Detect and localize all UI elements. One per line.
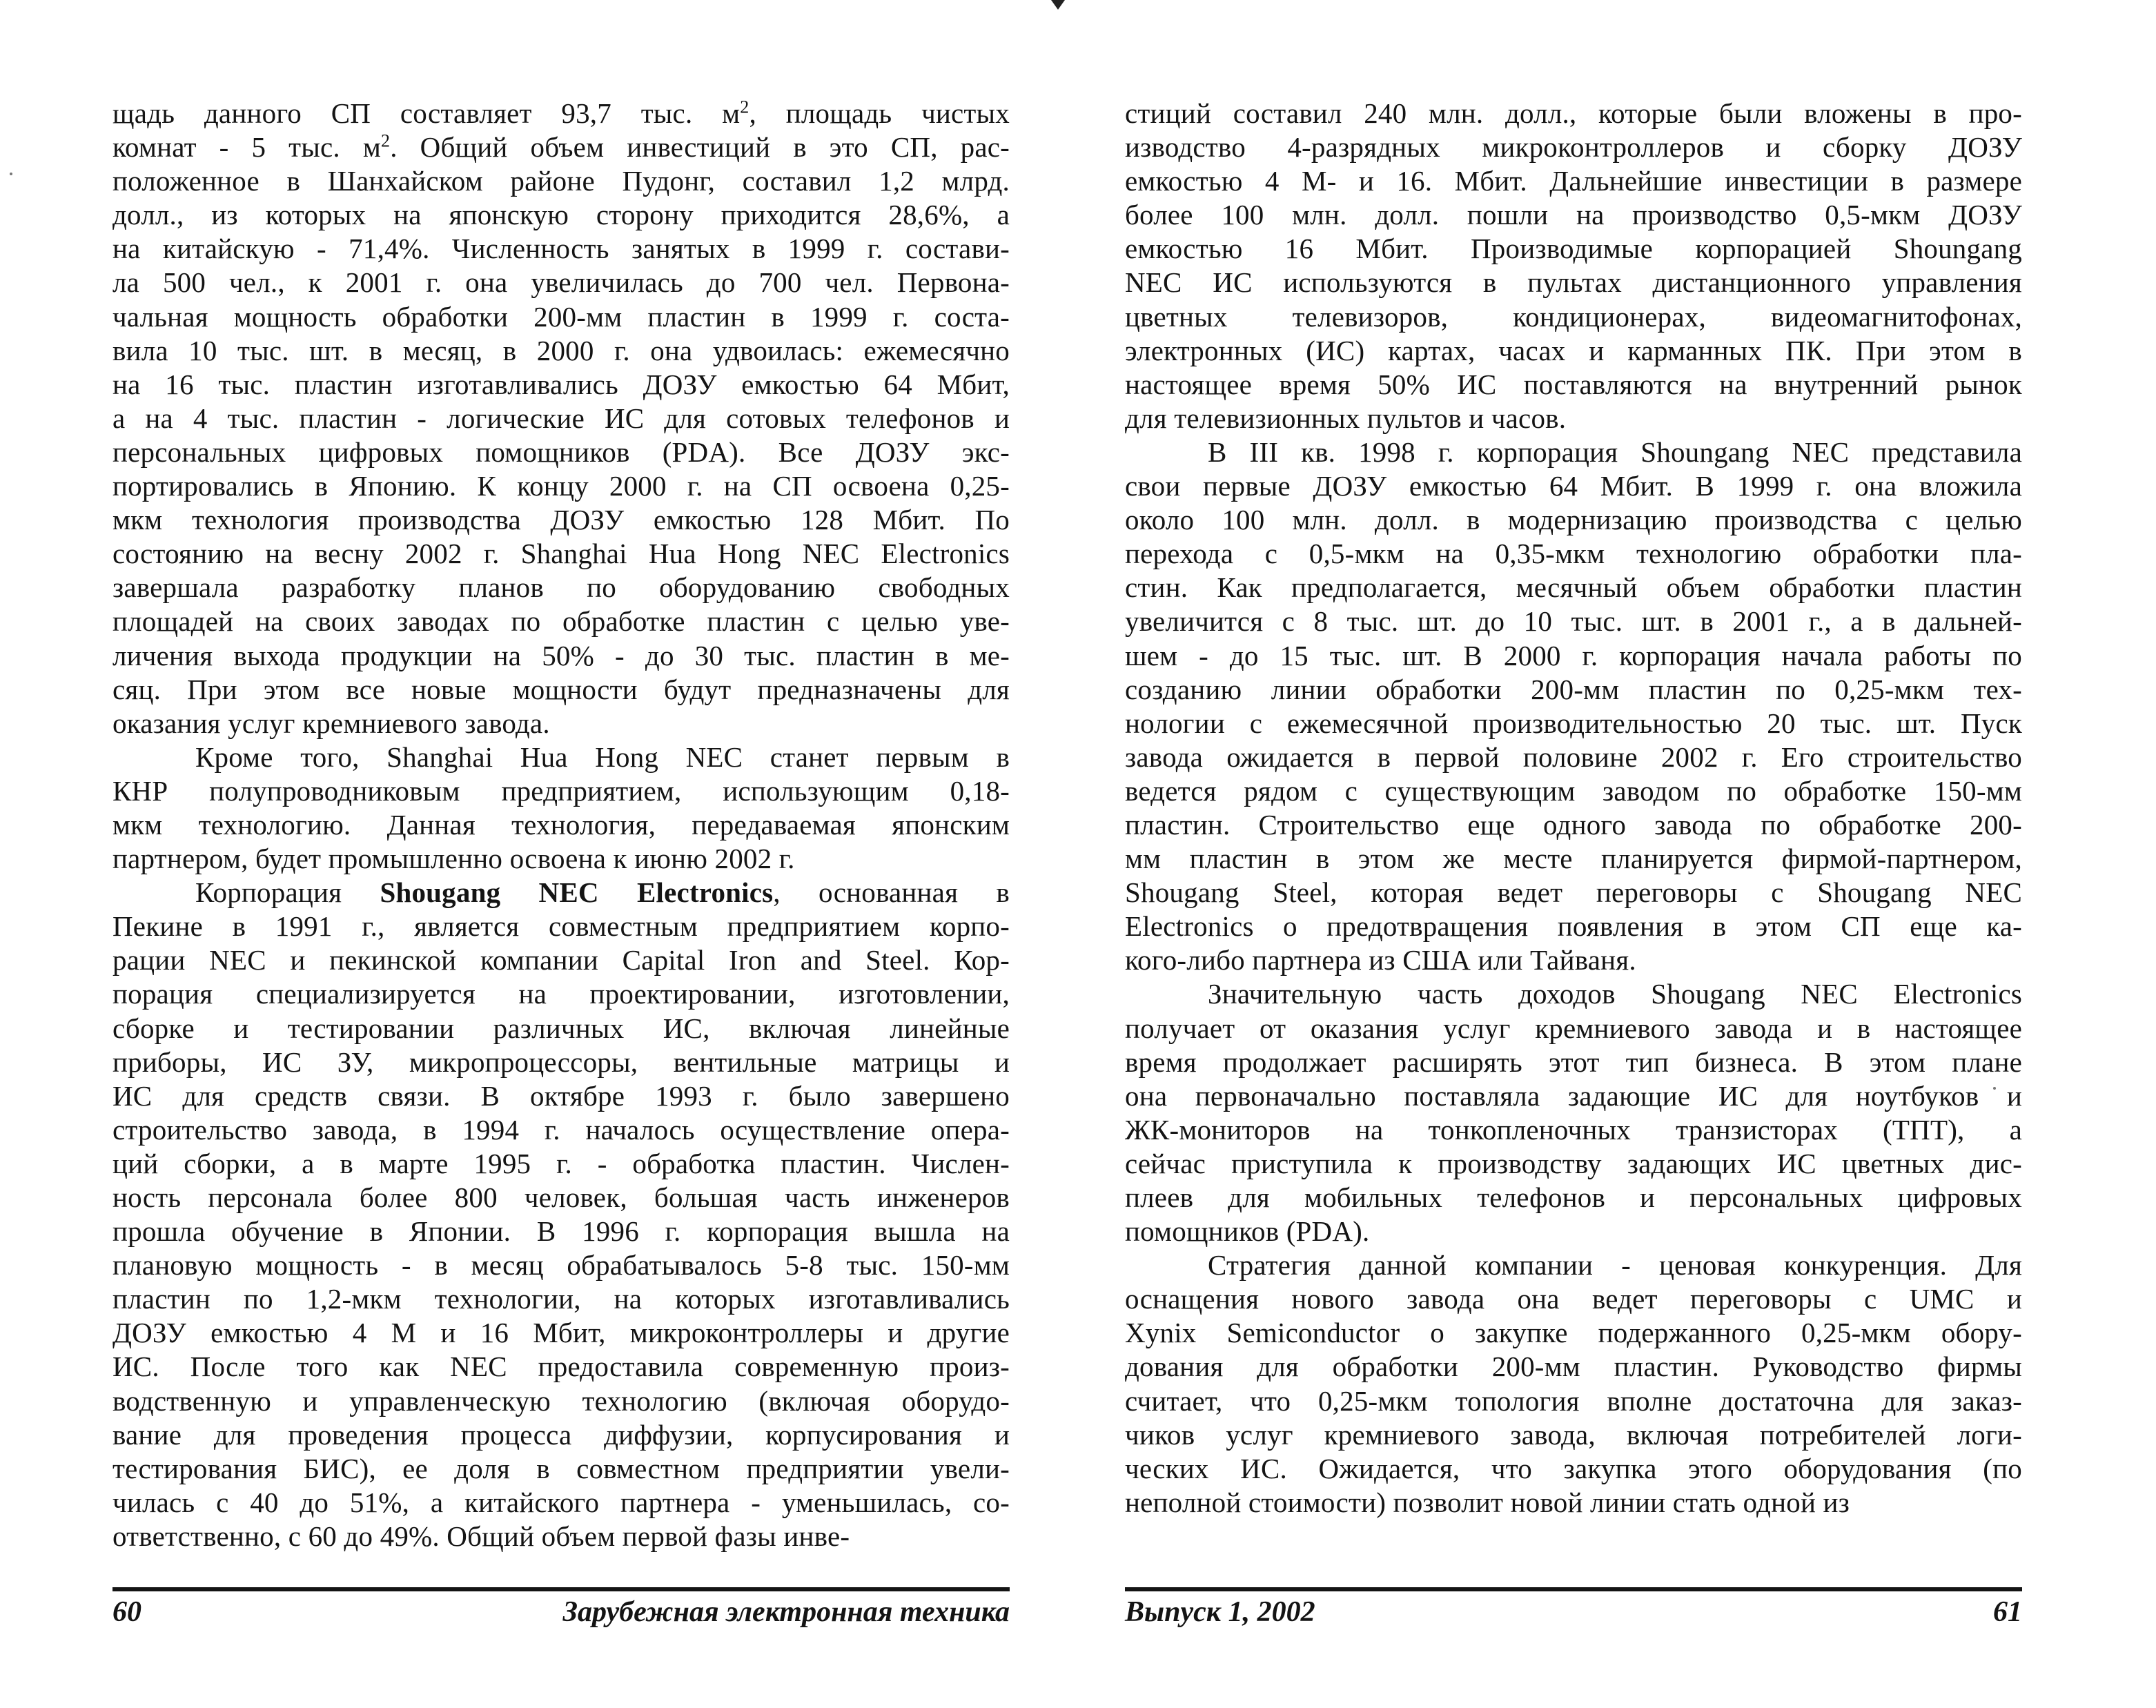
text-line: завода ожидается в первой половине 2002 г. Его строительство <box>1125 740 2022 773</box>
text-line: портировались в Японию. К концу 2000 г. на СП освоена 0,25- <box>112 470 1010 502</box>
scan-speck <box>10 173 12 175</box>
text-line: емкостью 4 М- и 16. Мбит. Дальнейшие инвестиции в размере <box>1125 165 2022 197</box>
text-line: Xynix Semiconductor о закупке подержанного 0,25-мкм обору- <box>1125 1317 2022 1349</box>
text-line: личения выхода продукции на 50% - до 30 тыс. пластин в ме- <box>112 639 1010 671</box>
text-line: щадь данного СП составляет 93,7 тыс. $м^2$, площадь чистых <box>112 97 1010 129</box>
text-line: чилась с 40 до 51%, а китайского партнера - уменьшилась, со- <box>112 1486 1010 1518</box>
text-line: Корпорация Shougang NEC Electronics, основанная в <box>195 876 1010 909</box>
text-line: нологии с ежемесячной производительностью 20 тыс. шт. Пуск <box>1125 707 2022 739</box>
page-number: 61 <box>1993 1596 2022 1628</box>
text-line: Shougang Steel, которая ведет переговоры с Shougang NEC <box>1125 876 2022 909</box>
text-line: а на 4 тыс. пластин - логические ИС для сотовых телефонов и <box>112 402 1010 434</box>
text-line: Electronics о предотвращения появления в этом СП еще ка- <box>1125 910 2022 943</box>
text-line: оснащения нового завода она ведет переговоры с UMC и <box>1125 1283 2022 1315</box>
text-line: оказания услуг кремниевого завода. <box>112 707 550 739</box>
text-line: мкм технология производства ДОЗУ емкостью 128 Мбит. По <box>112 504 1010 536</box>
text-line: мкм технологию. Данная технология, передаваемая японским <box>112 808 1010 841</box>
text-line: сяц. При этом все новые мощности будут предназначены для <box>112 673 1010 705</box>
text-line: чальная мощность обработки 200-мм пластин в 1999 г. соста- <box>112 300 1010 333</box>
text-line: мм пластин в этом же месте планируется фирмой-партнером, <box>1125 843 2022 875</box>
text-line: ческих ИС. Ожидается, что закупка этого оборудования (по <box>1125 1452 2022 1484</box>
text-line: долл., из которых на японскую сторону приходится 28,6%, а <box>112 199 1010 231</box>
text-line: завершала разработку планов по оборудованию свободных <box>112 571 1010 604</box>
text-line: созданию линии обработки 200-мм пластин по 0,25-мкм тех- <box>1125 673 2022 705</box>
text-line: для телевизионных пультов и часов. <box>1125 402 1567 434</box>
text-line: она первоначально поставляла задающие ИС для ноутбуков и <box>1125 1079 2022 1112</box>
text-line: положенное в Шанхайском районе Пудонг, составил 1,2 млрд. <box>112 165 1010 197</box>
text-line: емкостью 16 Мбит. Производимые корпорацией Shoungang <box>1125 233 2022 265</box>
text-line: дования для обработки 200-мм пластин. Руководство фирмы <box>1125 1351 2022 1383</box>
text-line: пластин по 1,2-мкм технологии, на которых изготавливались <box>112 1283 1010 1315</box>
text-line: на китайскую - 71,4%. Численность занятых в 1999 г. состави- <box>112 233 1010 265</box>
text-line: пластин. Строительство еще одного завода по обработке 200- <box>1125 808 2022 841</box>
text-line: шем - до 15 тыс. шт. В 2000 г. корпорация начала работы по <box>1125 639 2022 671</box>
text-line: Значительную часть доходов Shougang NEC Electronics <box>1208 978 2022 1010</box>
left-page-body <box>112 97 1010 1553</box>
text-line: Стратегия данной компании - ценовая конкуренция. Для <box>1208 1249 2022 1282</box>
text-line: ность персонала более 800 человек, большая часть инженеров <box>112 1181 1010 1213</box>
text-line: партнером, будет промышленно освоена к июню 2002 г. <box>112 843 795 875</box>
journal-title: Зарубежная электронная техника <box>562 1596 1010 1628</box>
text-line: ответственно, с 60 до 49%. Общий объем первой фазы инве- <box>112 1520 850 1552</box>
text-line: ИС для средств связи. В октябре 1993 г. было завершено <box>112 1079 1010 1112</box>
text-line: прошла обучение в Японии. В 1996 г. корпорация вышла на <box>112 1215 1010 1248</box>
issue-label: Выпуск 1, 2002 <box>1125 1596 1315 1628</box>
text-line: считает, что 0,25-мкм топология вполне достаточна для заказ- <box>1125 1384 2022 1417</box>
text-line: КНР полупроводниковым предприятием, использующим 0,18- <box>112 774 1010 807</box>
text-line: свои первые ДОЗУ емкостью 64 Мбит. В 1999 г. она вложила <box>1125 470 2022 502</box>
text-line: на 16 тыс. пластин изготавливались ДОЗУ емкостью 64 Мбит, <box>112 368 1010 400</box>
text-line: водственную и управленческую технологию (включая оборудо- <box>112 1384 1010 1417</box>
text-line: сейчас приступила к производству задающих ИС цветных дис- <box>1125 1147 2022 1179</box>
text-line: получает от оказания услуг кремниевого завода и в настоящее <box>1125 1012 2022 1044</box>
text-line: NEC ИС используются в пультах дистанционного управления <box>1125 266 2022 299</box>
text-line: рации NEC и пекинской компании Capital Iron and Steel. Кор- <box>112 944 1010 976</box>
text-line: ДОЗУ емкостью 4 М и 16 Мбит, микроконтроллеры и другие <box>112 1317 1010 1349</box>
text-line: кого-либо партнера из США или Тайваня. <box>1125 944 1636 976</box>
text-line: неполной стоимости) позволит новой линии стать одной из <box>1125 1486 1850 1518</box>
text-line: площадей на своих заводах по обработке пластин с целью уве- <box>112 605 1010 638</box>
company-name-bold: Shougang NEC Electronics <box>380 876 774 909</box>
text-line: около 100 млн. долл. в модернизацию производства с целью <box>1125 504 2022 536</box>
text-line: ведется рядом с существующим заводом по обработке 150-мм <box>1125 774 2022 807</box>
text-line: время продолжает расширять этот тип бизнеса. В этом плане <box>1125 1046 2022 1078</box>
text-line: вание для проведения процесса диффузии, корпусирования и <box>112 1418 1010 1451</box>
text-line: В III кв. 1998 г. корпорация Shoungang NEC представила <box>1208 435 2022 468</box>
text-line: цветных телевизоров, кондиционерах, видеомагнитофонах, <box>1125 300 2022 333</box>
text-line: перехода с 0,5-мкм на 0,35-мкм технологию обработки пла- <box>1125 538 2022 570</box>
text-line: состоянию на весну 2002 г. Shanghai Hua Hong NEC Electronics <box>112 538 1010 570</box>
text-line: настоящее время 50% ИС поставляются на внутренний рынок <box>1125 368 2022 400</box>
text-line: ла 500 чел., к 2001 г. она увеличилась до 700 чел. Первона- <box>112 266 1010 299</box>
text-line: порация специализируется на проектировании, изготовлении, <box>112 978 1010 1010</box>
scan-arrow-mark <box>1051 0 1065 10</box>
right-page-footer <box>1125 1587 2022 1647</box>
text-line: персональных цифровых помощников (PDA). Все ДОЗУ экс- <box>112 435 1010 468</box>
text-line: приборы, ИС ЗУ, микропроцессоры, вентильные матрицы и <box>112 1046 1010 1078</box>
right-page-body <box>1125 97 2022 1520</box>
text-line: увеличится с 8 тыс. шт. до 10 тыс. шт. в 2001 г., а в дальней- <box>1125 605 2022 638</box>
left-page-footer <box>112 1587 1010 1647</box>
text-line: более 100 млн. долл. пошли на производство 0,5-мкм ДОЗУ <box>1125 199 2022 231</box>
text-line: комнат - 5 тыс. $м^2$. Общий объем инвестиций в это СП, рас- <box>112 130 1010 164</box>
page-number: 60 <box>112 1596 141 1628</box>
text-line: строительство завода, в 1994 г. началось осуществление опера- <box>112 1113 1010 1146</box>
text-line: плановую мощность - в месяц обрабатывалось 5-8 тыс. 150-мм <box>112 1249 1010 1282</box>
text-line: тестирования БИС), ее доля в совместном предприятии увели- <box>112 1452 1010 1484</box>
text-line: стин. Как предполагается, месячный объем обработки пластин <box>1125 571 2022 604</box>
text-line: Пекине в 1991 г., является совместным предприятием корпо- <box>112 910 1010 943</box>
text-line: плеев для мобильных телефонов и персональных цифровых <box>1125 1181 2022 1213</box>
text-line: сборке и тестировании различных ИС, включая линейные <box>112 1012 1010 1044</box>
text-line: ИС. После того как NEC предоставила современную произ- <box>112 1351 1010 1383</box>
text-line: электронных (ИС) картах, часах и карманных ПК. При этом в <box>1125 334 2022 366</box>
text-line: ЖК-мониторов на тонкопленочных транзисторах (ТПТ), а <box>1125 1113 2022 1146</box>
text-line: стиций составил 240 млн. долл., которые были вложены в про- <box>1125 97 2022 129</box>
text-line: чиков услуг кремниевого завода, включая потребителей логи- <box>1125 1418 2022 1451</box>
text-line: Кроме того, Shanghai Hua Hong NEC станет первым в <box>195 740 1010 773</box>
text-line: вила 10 тыс. шт. в месяц, в 2000 г. она удвоилась: ежемесячно <box>112 334 1010 366</box>
text-line: изводство 4-разрядных микроконтроллеров и сборку ДОЗУ <box>1125 131 2022 164</box>
text-line: помощников (PDA). <box>1125 1215 1370 1248</box>
text-line: ций сборки, а в марте 1995 г. - обработка пластин. Числен- <box>112 1147 1010 1179</box>
